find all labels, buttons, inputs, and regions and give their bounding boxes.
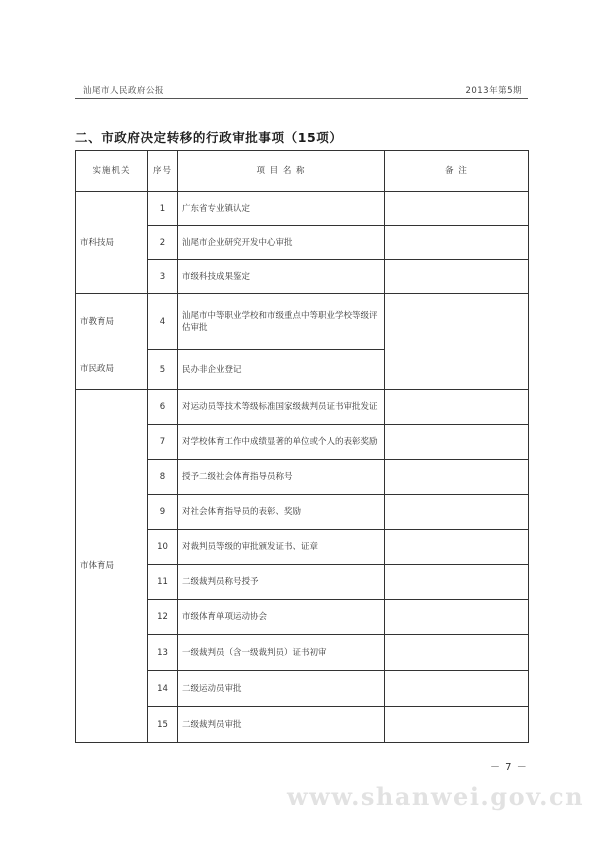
seq-cell: 5 bbox=[148, 350, 178, 390]
item-name-cell: 对社会体育指导员的表彰、奖励 bbox=[178, 495, 385, 530]
item-name-cell: 对运动员等技术等级标准国家级裁判员证书审批发证 bbox=[178, 390, 385, 425]
table-header-row bbox=[76, 151, 529, 192]
site-watermark: www.shanwei.gov.cn bbox=[287, 782, 585, 811]
item-name-cell: 对学校体育工作中成绩显著的单位或个人的表彰奖励 bbox=[178, 425, 385, 460]
publication-title: 汕尾市人民政府公报 bbox=[83, 86, 165, 96]
department-cell: 市科技局 bbox=[76, 192, 148, 294]
publication-header bbox=[75, 82, 528, 98]
seq-cell: 11 bbox=[148, 565, 178, 600]
item-name-cell: 二级裁判员审批 bbox=[178, 707, 385, 743]
seq-cell: 3 bbox=[148, 260, 178, 294]
seq-cell: 12 bbox=[148, 600, 178, 635]
note-cell bbox=[385, 425, 529, 460]
item-name-cell: 二级裁判员称号授予 bbox=[178, 565, 385, 600]
table-row bbox=[76, 192, 529, 226]
table-row bbox=[76, 294, 529, 350]
department-cell: 市教育局 bbox=[76, 294, 148, 350]
note-cell bbox=[385, 260, 529, 294]
item-name-cell: 汕尾市中等职业学校和市级重点中等职业学校等级评估审批 bbox=[178, 294, 385, 350]
item-name-cell: 市级科技成果鉴定 bbox=[178, 260, 385, 294]
item-name-cell: 汕尾市企业研究开发中心审批 bbox=[178, 226, 385, 260]
header-seq: 序号 bbox=[148, 151, 178, 192]
seq-cell: 15 bbox=[148, 707, 178, 743]
header-department: 实施机关 bbox=[76, 151, 148, 192]
page-number: － 7 － bbox=[490, 762, 528, 773]
issue-number: 2013年第5期 bbox=[465, 86, 522, 96]
seq-cell: 1 bbox=[148, 192, 178, 226]
note-cell bbox=[385, 671, 529, 707]
seq-cell: 9 bbox=[148, 495, 178, 530]
seq-cell: 7 bbox=[148, 425, 178, 460]
item-name-cell: 授予二级社会体育指导员称号 bbox=[178, 460, 385, 495]
item-name-cell: 一级裁判员（含一级裁判员）证书初审 bbox=[178, 635, 385, 671]
header-name: 项 目 名 称 bbox=[178, 151, 385, 192]
note-cell bbox=[385, 192, 529, 226]
seq-cell: 10 bbox=[148, 530, 178, 565]
item-name-cell: 广东省专业镇认定 bbox=[178, 192, 385, 226]
section-title: 二、市政府决定转移的行政审批事项（15项） bbox=[75, 130, 343, 145]
item-name-cell: 民办非企业登记 bbox=[178, 350, 385, 390]
item-name-cell: 对裁判员等级的审批颁发证书、证章 bbox=[178, 530, 385, 565]
note-cell bbox=[385, 530, 529, 565]
note-cell bbox=[385, 495, 529, 530]
item-name-cell: 二级运动员审批 bbox=[178, 671, 385, 707]
department-cell: 市民政局 bbox=[76, 350, 148, 390]
item-name-cell: 市级体育单项运动协会 bbox=[178, 600, 385, 635]
seq-cell: 13 bbox=[148, 635, 178, 671]
header-divider bbox=[75, 98, 528, 99]
seq-cell: 14 bbox=[148, 671, 178, 707]
note-cell bbox=[385, 565, 529, 600]
seq-cell: 6 bbox=[148, 390, 178, 425]
note-cell bbox=[385, 707, 529, 743]
department-cell: 市体育局 bbox=[76, 390, 148, 743]
table-row bbox=[76, 390, 529, 425]
approval-items-table bbox=[75, 150, 529, 743]
seq-cell: 2 bbox=[148, 226, 178, 260]
header-note: 备 注 bbox=[385, 151, 529, 192]
note-cell bbox=[385, 600, 529, 635]
note-cell bbox=[385, 226, 529, 260]
seq-cell: 4 bbox=[148, 294, 178, 350]
note-cell bbox=[385, 390, 529, 425]
note-cell bbox=[385, 294, 529, 390]
note-cell bbox=[385, 460, 529, 495]
seq-cell: 8 bbox=[148, 460, 178, 495]
note-cell bbox=[385, 635, 529, 671]
